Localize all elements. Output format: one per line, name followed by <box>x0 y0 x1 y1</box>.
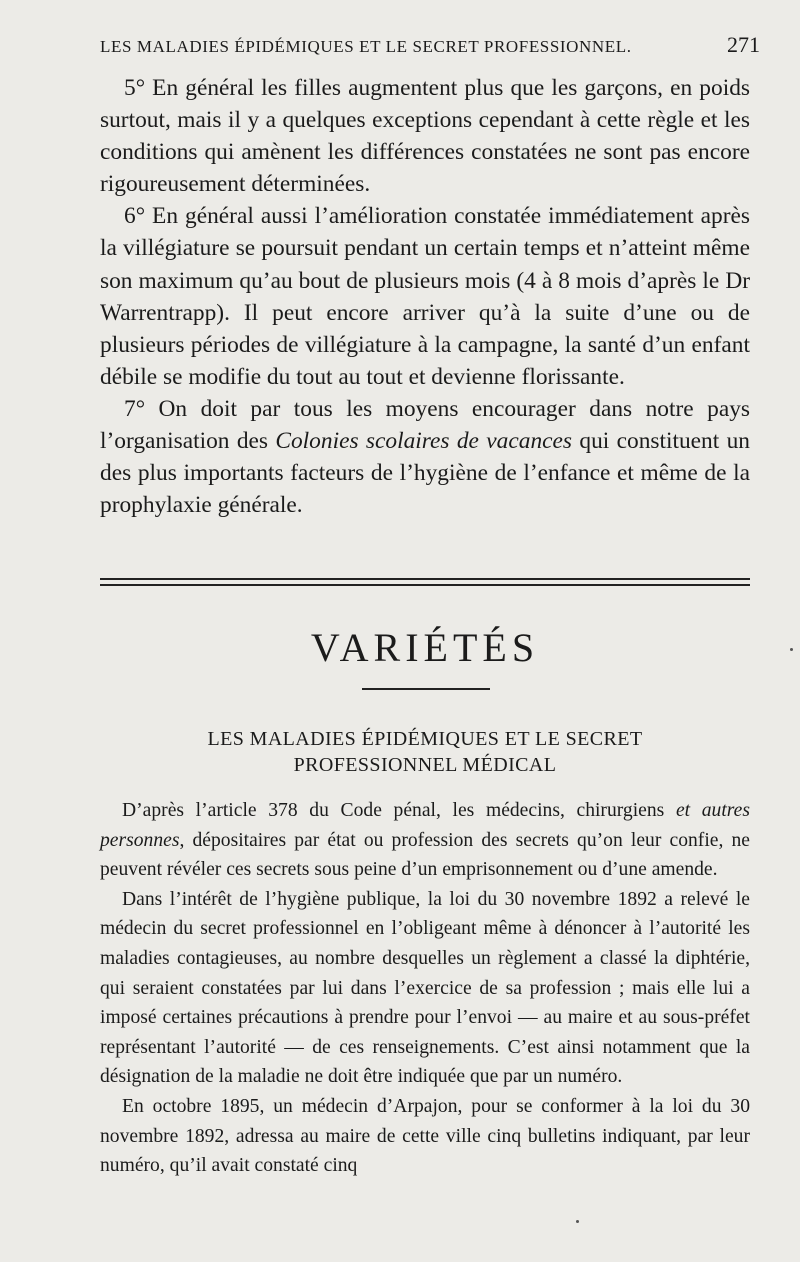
article-paragraph-1-emphasis: et autres personnes <box>100 800 751 851</box>
paragraph-7-end: qui constituent un des plus importants facteurs de l’hygiène de l’enfance et même de la prophylaxie générale. <box>100 428 750 519</box>
margin-speck <box>790 648 793 651</box>
paragraph-5: 5° En général les filles augmentent plus que les garçons, en poids surtout, mais il y a quelques exceptions cependant à cette règle et les conditions qui amènent les différences constatées ne sont pas encore rigoureusement déterminées. <box>100 75 750 198</box>
article-title <box>100 726 750 778</box>
running-head-title: LES MALADIES ÉPIDÉMIQUES ET LE SECRET PROFESSIONNEL. <box>100 37 632 56</box>
paragraph-7 <box>100 393 750 521</box>
paragraph-7-start: 7° On doit par tous les moyens encourager dans notre pays l’organisation des <box>100 395 750 455</box>
article-title-line-1: LES MALADIES ÉPIDÉMIQUES ET LE SECRET <box>207 728 643 750</box>
article-title-line-2: PROFESSIONNEL MÉDICAL <box>293 754 557 776</box>
paragraph-6: 6° En général aussi l’amélioration constatée immédiatement après la villégiature se poursuit pendant un certain temps et n’atteint même son maximum qu’au bout de plusieurs mois (4 à 8 mois d’après le Dr Warrentrapp). Il peut encore arriver qu’à la suite d’une ou de plusieurs périodes de villégiature à la campagne, la santé d’un enfant débile se modifie du tout au tout et devienne florissante. <box>100 203 750 390</box>
section-title: VARIÉTÉS <box>310 625 540 670</box>
page-number: 271 <box>727 32 760 57</box>
article-body <box>100 796 750 1181</box>
article-paragraph-2: Dans l’intérêt de l’hygiène publique, la loi du 30 novembre 1892 a relevé le médecin du secret professionnel en l’obligeant même à dénoncer à l’autorité les maladies contagieuses, au nombre desquelles un règlement a classé la diphtérie, qui seraient constatées par lui dans l’exercice de sa profession ; mais elle lui a imposé certaines précautions à prendre pour l’envoi — au maire et au sous-préfet représentant l’autorité — de ces renseignements. C’est ainsi notamment que la désignation de la maladie ne doit être indiquée que par un numéro. <box>100 888 750 1088</box>
article-paragraph-1 <box>100 796 750 885</box>
margin-speck <box>576 1220 579 1223</box>
article-paragraph-3: En octobre 1895, un médecin d’Arpajon, pour se conformer à la loi du 30 novembre 1892, adressa au maire de cette ville cinq bulletins indiquant, par leur numéro, qu’il avait constaté cinq <box>100 1095 750 1177</box>
article-paragraph-1-start: D’après l’article 378 du Code pénal, les médecins, chirurgiens <box>122 800 676 821</box>
paragraph-7-emphasis: Colonies scolaires de vacances <box>275 428 573 455</box>
running-head <box>100 32 760 58</box>
section-divider <box>100 578 750 586</box>
title-underline <box>362 688 490 690</box>
article-paragraph-1-end: , dépositaires par état ou profession des secrets qu’on leur confie, ne peuvent révéler ces secrets sous peine d’un emprisonnement ou d’une amende. <box>100 829 750 881</box>
top-text-block <box>100 72 750 521</box>
